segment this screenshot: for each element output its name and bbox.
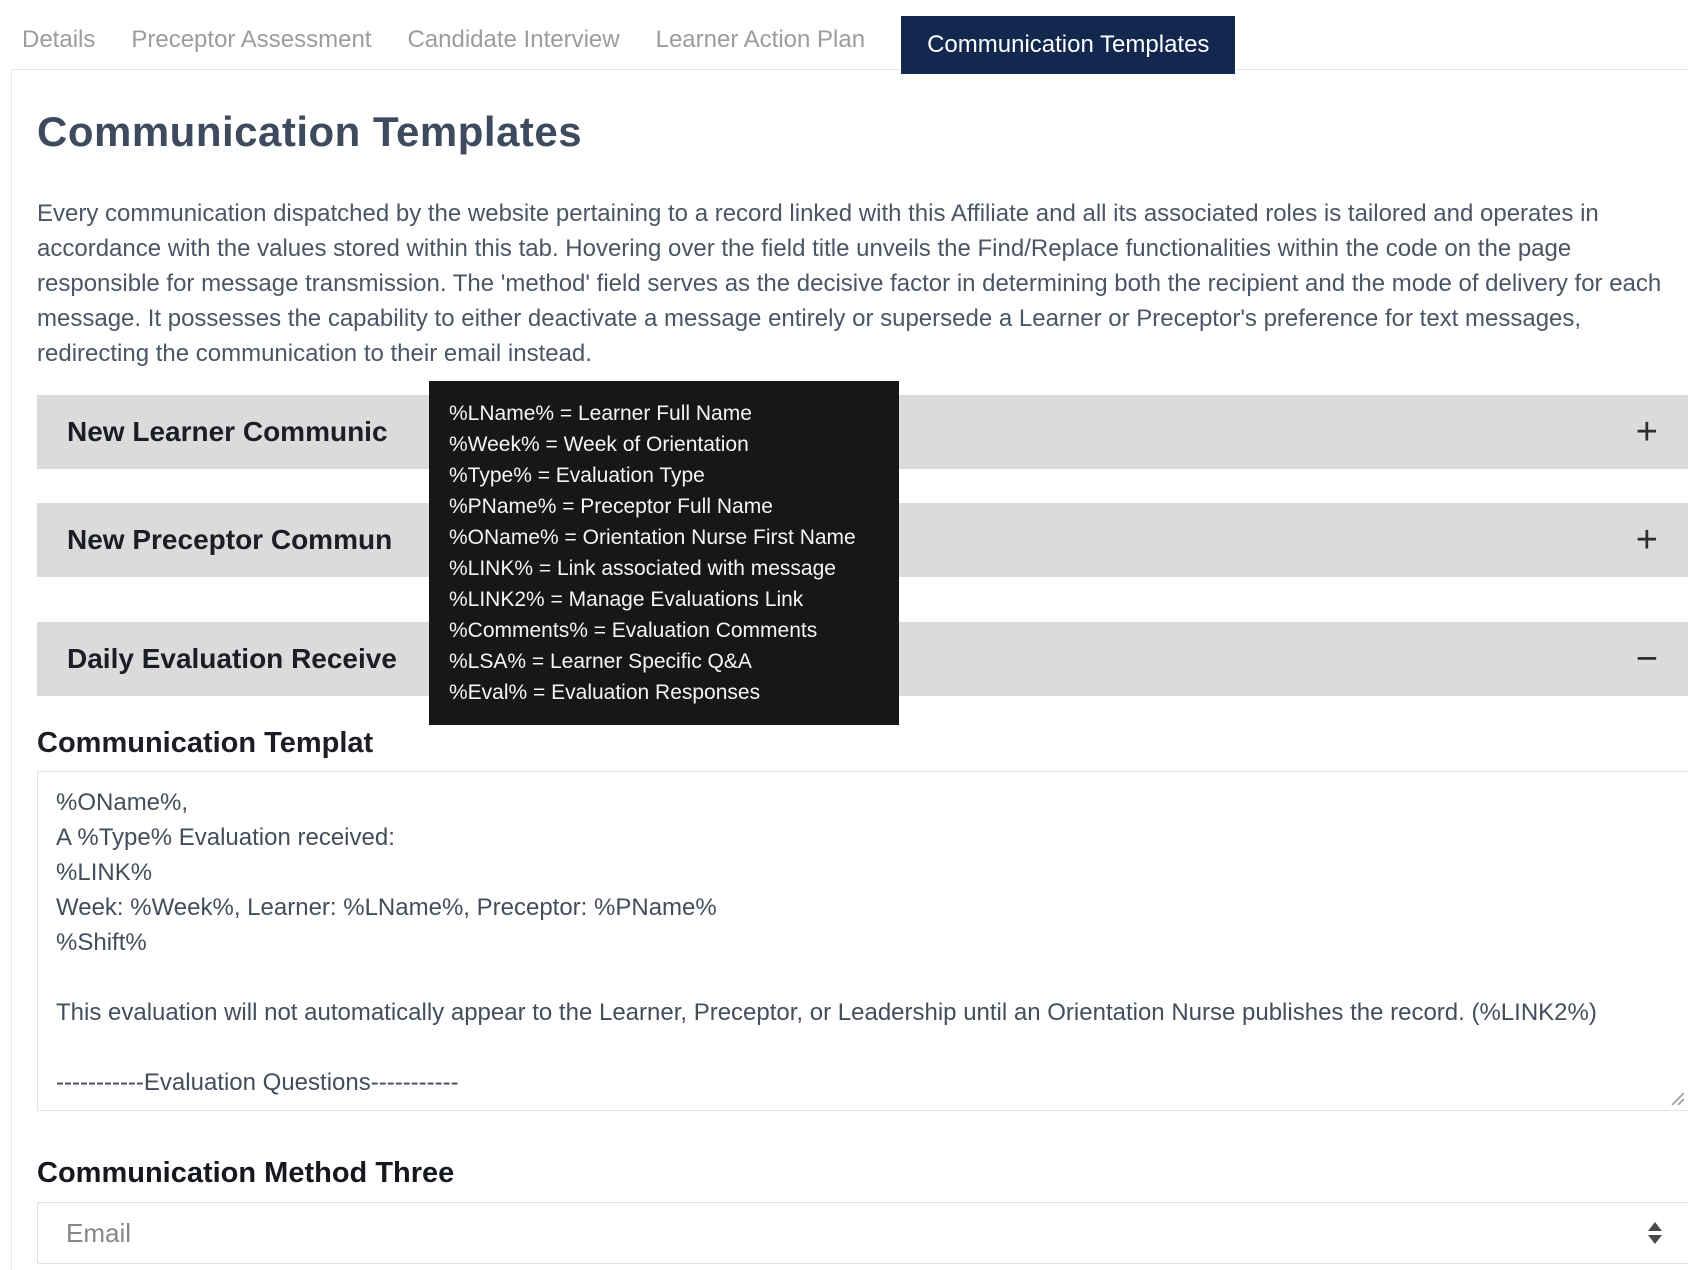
accordion-section-new-preceptor[interactable] [37,503,1688,577]
tab-panel [11,69,1688,1270]
intro-paragraph: Every communication dispatched by the website pertaining to a record linked with this Affiliate and all its associated roles is tailored and operates in accordance with the values stored within this tab. Hovering over the field title unveils the Find/Replace functionalities within the code on the page responsible for message transmission. The 'method' field serves as the decisive factor in determining both the recipient and the mode of delivery for each message. It possesses the capability to either deactivate a message entirely or supersede a Learner or Preceptor's preference for text messages, redirecting the communication to their email instead. [37,200,1662,367]
tab-candidate-interview[interactable]: Candidate Interview [407,26,620,53]
tooltip-line: %OName% = Orientation Nurse First Name [449,526,856,549]
template-field-label: Communication Templat [37,727,374,759]
tab-preceptor-assessment[interactable]: Preceptor Assessment [131,26,372,53]
tooltip-line: %LSA% = Learner Specific Q&A [449,650,752,673]
tooltip-line: %Week% = Week of Orientation [449,433,749,456]
resize-handle-icon[interactable] [1669,1090,1684,1105]
tooltip-line: %LINK2% = Manage Evaluations Link [449,588,804,611]
method-select[interactable] [37,1202,1688,1264]
accordion-label-daily-evaluation: Daily Evaluation Receive [67,643,397,674]
tooltip-line: %Comments% = Evaluation Comments [449,619,818,642]
tooltip-line: %LINK% = Link associated with message [449,557,836,580]
accordion-label-new-preceptor: New Preceptor Commun [67,524,393,555]
accordion-area [37,395,1688,1264]
tab-panel-content [12,108,1688,1264]
plus-icon[interactable]: + [1635,411,1658,453]
tooltip-line: %PName% = Preceptor Full Name [449,495,773,518]
tooltip-line: %Eval% = Evaluation Responses [449,681,761,704]
tooltip-line: %Type% = Evaluation Type [449,464,705,487]
tab-details[interactable]: Details [22,26,96,53]
plus-icon[interactable]: + [1635,519,1658,561]
accordion-section-new-learner[interactable] [37,395,1688,469]
tab-communication-templates[interactable]: Communication Templates [901,16,1235,74]
tooltip-line: %LName% = Learner Full Name [449,402,752,425]
tab-bar [0,0,1688,69]
accordion-section-daily-evaluation[interactable] [37,622,1688,696]
template-textarea-wrapper [37,771,1688,1111]
minus-icon[interactable]: − [1635,638,1658,680]
select-stepper-icon [1648,1222,1662,1244]
page-title: Communication Templates [37,108,583,155]
method-field-label: Communication Method Three [37,1157,455,1189]
tab-learner-action-plan[interactable]: Learner Action Plan [655,26,866,53]
method-select-value: Email [66,1217,132,1248]
template-textarea[interactable] [37,771,1688,1111]
accordion-label-new-learner: New Learner Communic [67,416,388,447]
